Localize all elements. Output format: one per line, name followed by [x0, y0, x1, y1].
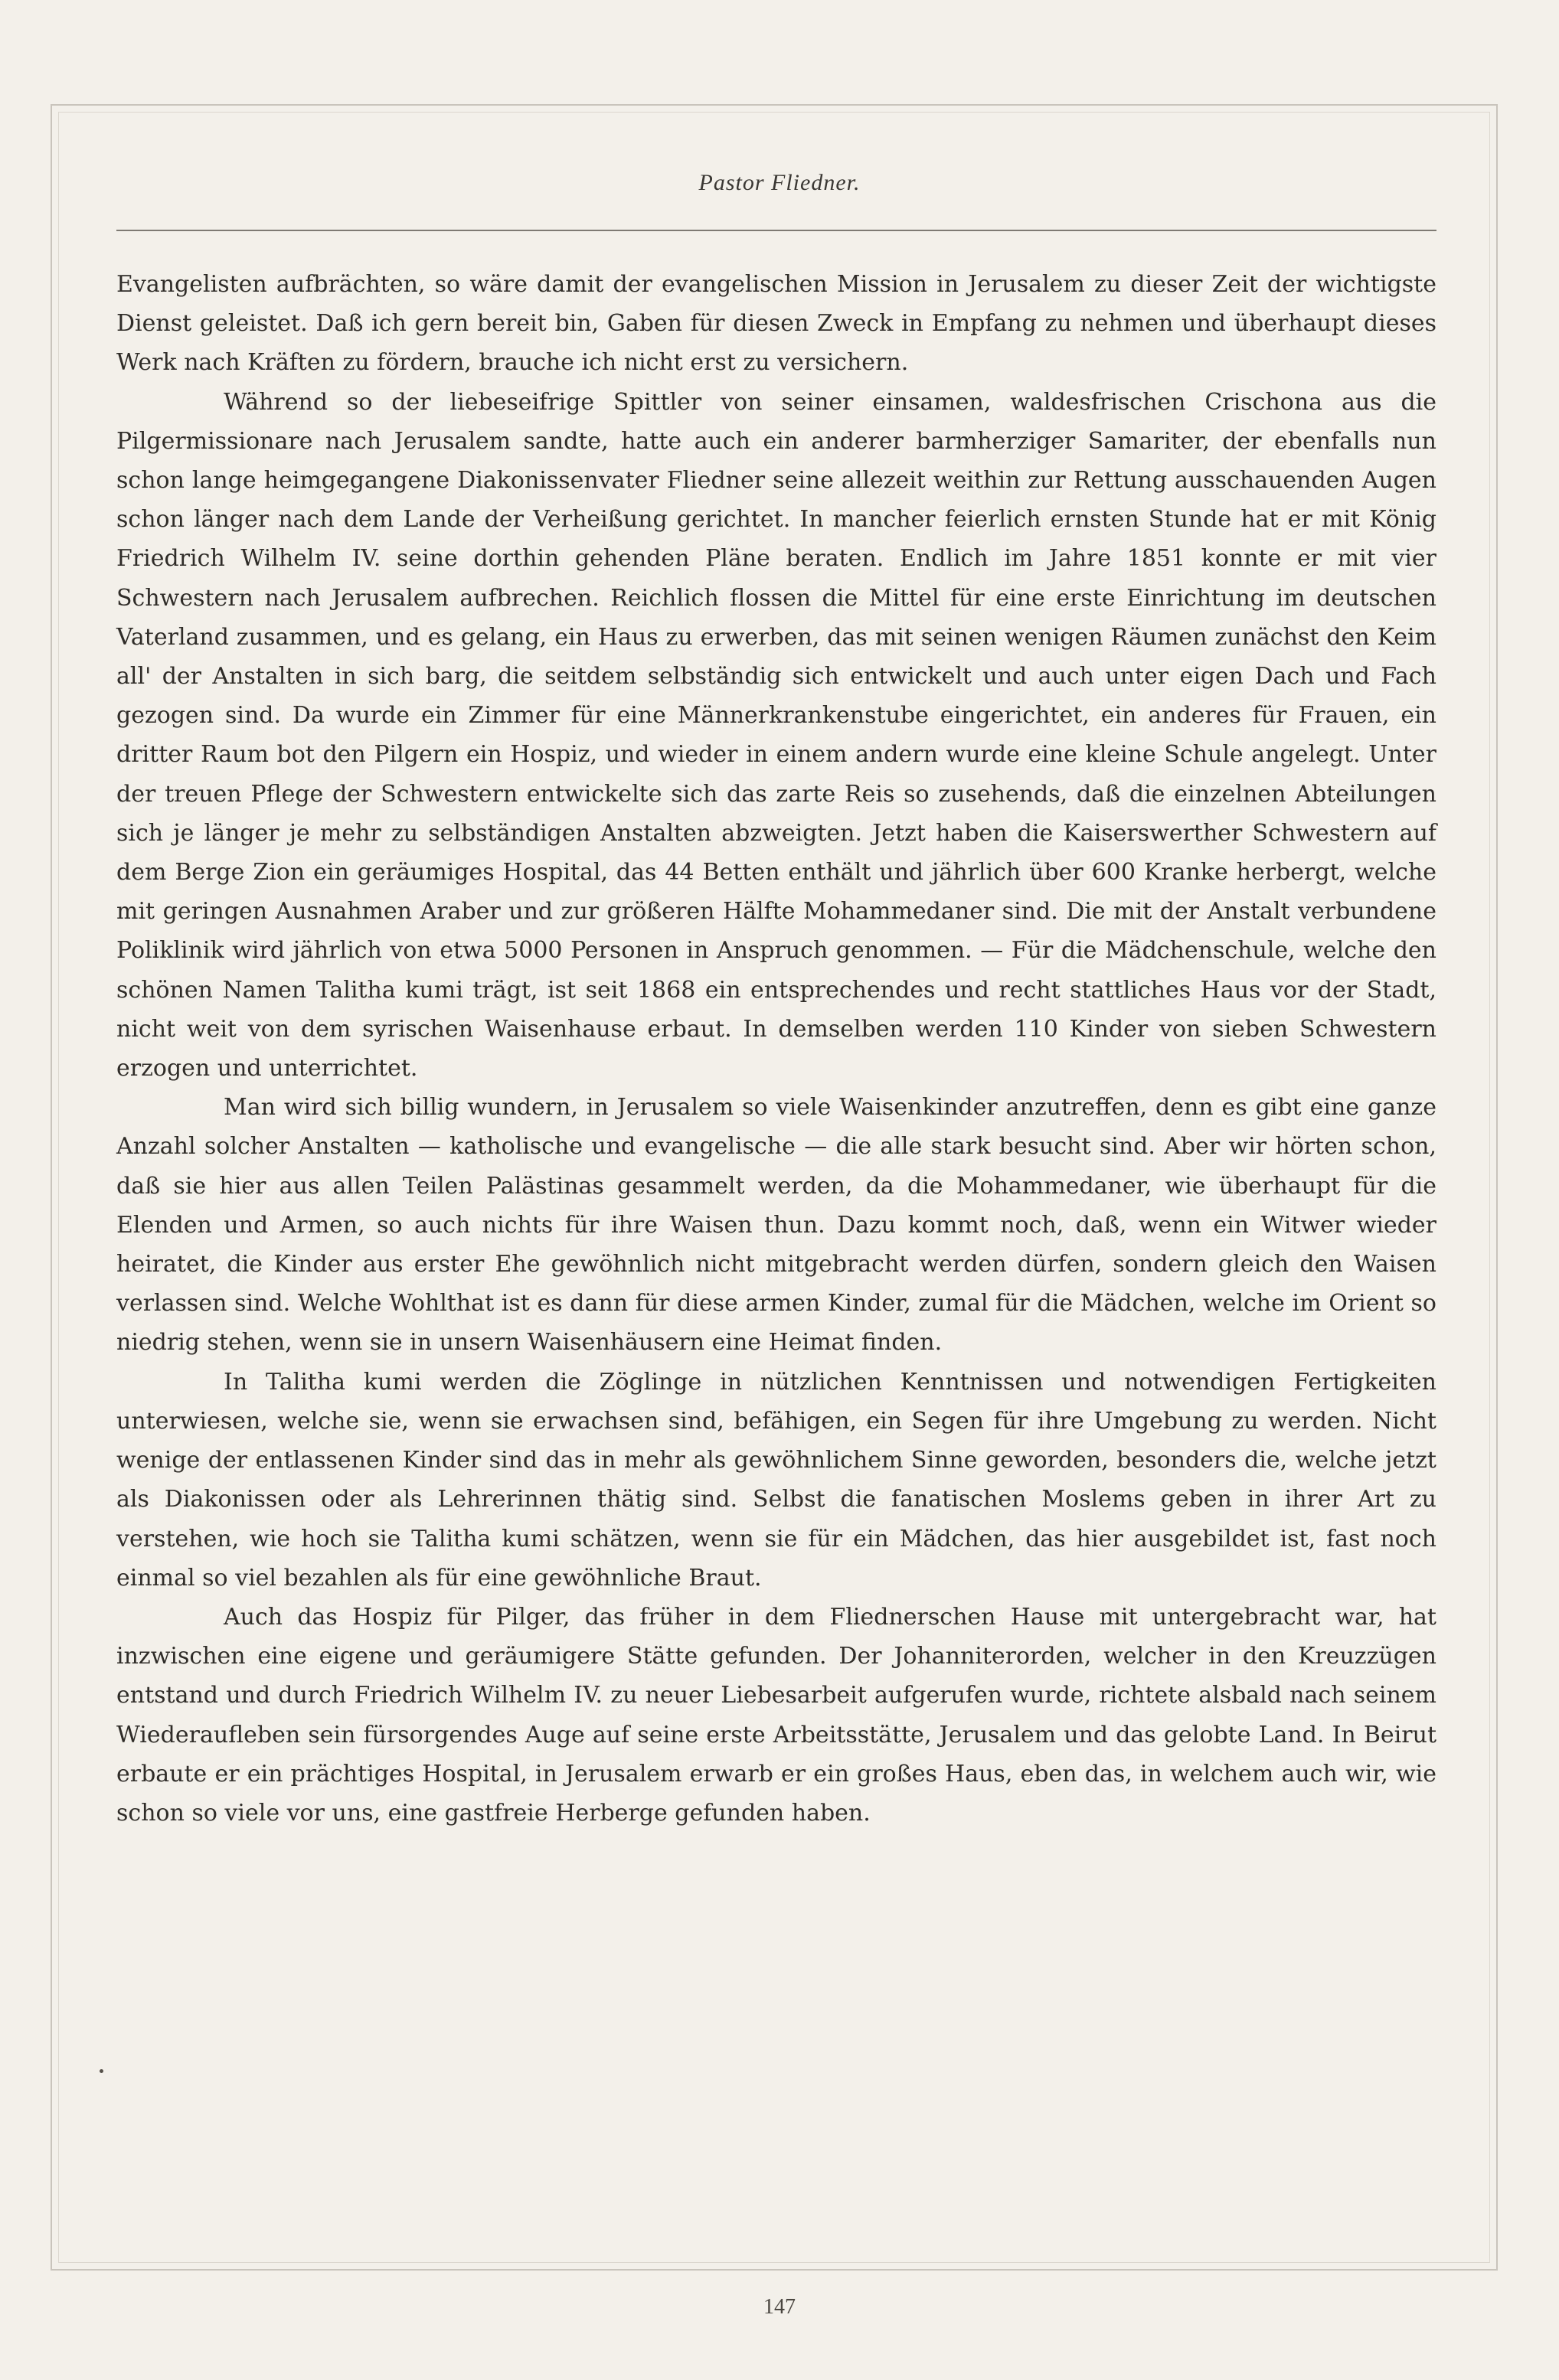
running-head: Pastor Fliedner.: [698, 170, 861, 195]
paragraph-1: Evangelisten aufbrächten, so wäre damit der evangelischen Mission in Jerusalem zu dieser Zeit der wichtigste Dienst geleistet. Daß ich gern bereit bin, Gaben für diesen Zweck in Empfang zu nehmen und überhaupt dieses Werk nach Kräften zu fördern, brauche ich nicht erst zu versichern.: [116, 271, 1436, 377]
page-number: 147: [763, 2295, 796, 2319]
ink-speck: [100, 2069, 103, 2073]
paragraph-4: In Talitha kumi werden die Zöglinge in nützlichen Kenntnissen und notwendigen Fertigkeiten unterwiesen, welche sie, wenn sie erwachsen sind, befähigen, ein Segen für ihre Umgebung zu werden. Nicht wenige der entlassenen Kinder sind das in mehr als gewöhnlichem Sinne geworden, besonders die, welche jetzt als Diakonissen oder als Lehrerinnen thätig sind. Selbst die fanatischen Moslems geben in ihrer Art zu verstehen, wie hoch sie Talitha kumi schätzen, wenn sie für ein Mädchen, das hier ausgebildet ist, fast noch einmal so viel bezahlen als für eine gewöhnliche Braut.: [116, 1368, 1436, 1592]
paragraph-3: Man wird sich billig wundern, in Jerusalem so viele Waisenkinder anzutreffen, denn es gibt eine ganze Anzahl solcher Anstalten — katholische und evangelische — die alle stark besucht sind. Aber wir hörten schon, daß sie hier aus allen Teilen Palästinas gesammelt werden, da die Mohammedaner, wie überhaupt für die Elenden und Armen, so auch nichts für ihre Waisen thun. Dazu kommt noch, daß, wenn ein Witwer wieder heiratet, die Kinder aus erster Ehe gewöhnlich nicht mitgebracht werden dürfen, sondern gleich den Waisen verlassen sind. Welche Wohlthat ist es dann für diese armen Kinder, zumal für die Mädchen, welche im Orient so niedrig stehen, wenn sie in unsern Waisenhäusern eine Heimat finden.: [116, 1094, 1436, 1357]
body-text: [116, 265, 1436, 1833]
paragraph-5: Auch das Hospiz für Pilger, das früher in dem Fliednerschen Hause mit untergebracht war, hat inzwischen eine eigene und geräumigere Stätte gefunden. Der Johanniterorden, welcher in den Kreuzzügen entstand und durch Friedrich Wilhelm IV. zu neuer Liebesarbeit aufgerufen wurde, richtete alsbald nach seinem Wiederaufleben sein fürsorgendes Auge auf seine erste Arbeitsstätte, Jerusalem und das gelobte Land. In Beirut erbaute er ein prächtiges Hospital, in Jerusalem erwarb er ein großes Haus, eben das, in welchem auch wir, wie schon so viele vor uns, eine gastfreie Herberge gefunden haben.: [116, 1603, 1436, 1827]
header-rule: [116, 230, 1436, 231]
paragraph-2: Während so der liebeseifrige Spittler von seiner einsamen, waldesfrischen Crischona aus die Pilgermissionare nach Jerusalem sandte, hatte auch ein anderer barmherziger Samariter, der ebenfalls nun schon lange heimgegangene Diakonissenvater Fliedner seine allezeit weithin zur Rettung ausschauenden Augen schon länger nach dem Lande der Verheißung gerichtet. In mancher feierlich ernsten Stunde hat er mit König Friedrich Wilhelm IV. seine dorthin gehenden Pläne beraten. Endlich im Jahre 1851 konnte er mit vier Schwestern nach Jerusalem aufbrechen. Reichlich flossen die Mittel für eine erste Einrichtung im deutschen Vaterland zusammen, und es gelang, ein Haus zu erwerben, das mit seinen wenigen Räumen zunächst den Keim all' der Anstalten in sich barg, die seitdem selbständig sich entwickelt und auch unter eigen Dach und Fach gezogen sind. Da wurde ein Zimmer für eine Männerkrankenstube eingerichtet, ein anderes für Frauen, ein dritter Raum bot den Pilgern ein Hospiz, und wieder in einem andern wurde eine kleine Schule angelegt. Unter der treuen Pflege der Schwestern entwickelte sich das zarte Reis so zusehends, daß die einzelnen Abteilungen sich je länger je mehr zu selbständigen Anstalten abzweigten. Jetzt haben die Kaiserswerther Schwestern auf dem Berge Zion ein geräumiges Hospital, das 44 Betten enthält und jährlich über 600 Kranke herbergt, welche mit geringen Ausnahmen Araber und zur größeren Hälfte Mohammedaner sind. Die mit der Anstalt verbundene Poliklinik wird jährlich von etwa 5000 Personen in Anspruch genommen. — Für die Mädchenschule, welche den schönen Namen Talitha kumi trägt, ist seit 1868 ein entsprechendes und recht stattliches Haus vor der Stadt, nicht weit von dem syrischen Waisenhause erbaut. In demselben werden 110 Kinder von sieben Schwestern erzogen und unterrichtet.: [116, 388, 1436, 1082]
